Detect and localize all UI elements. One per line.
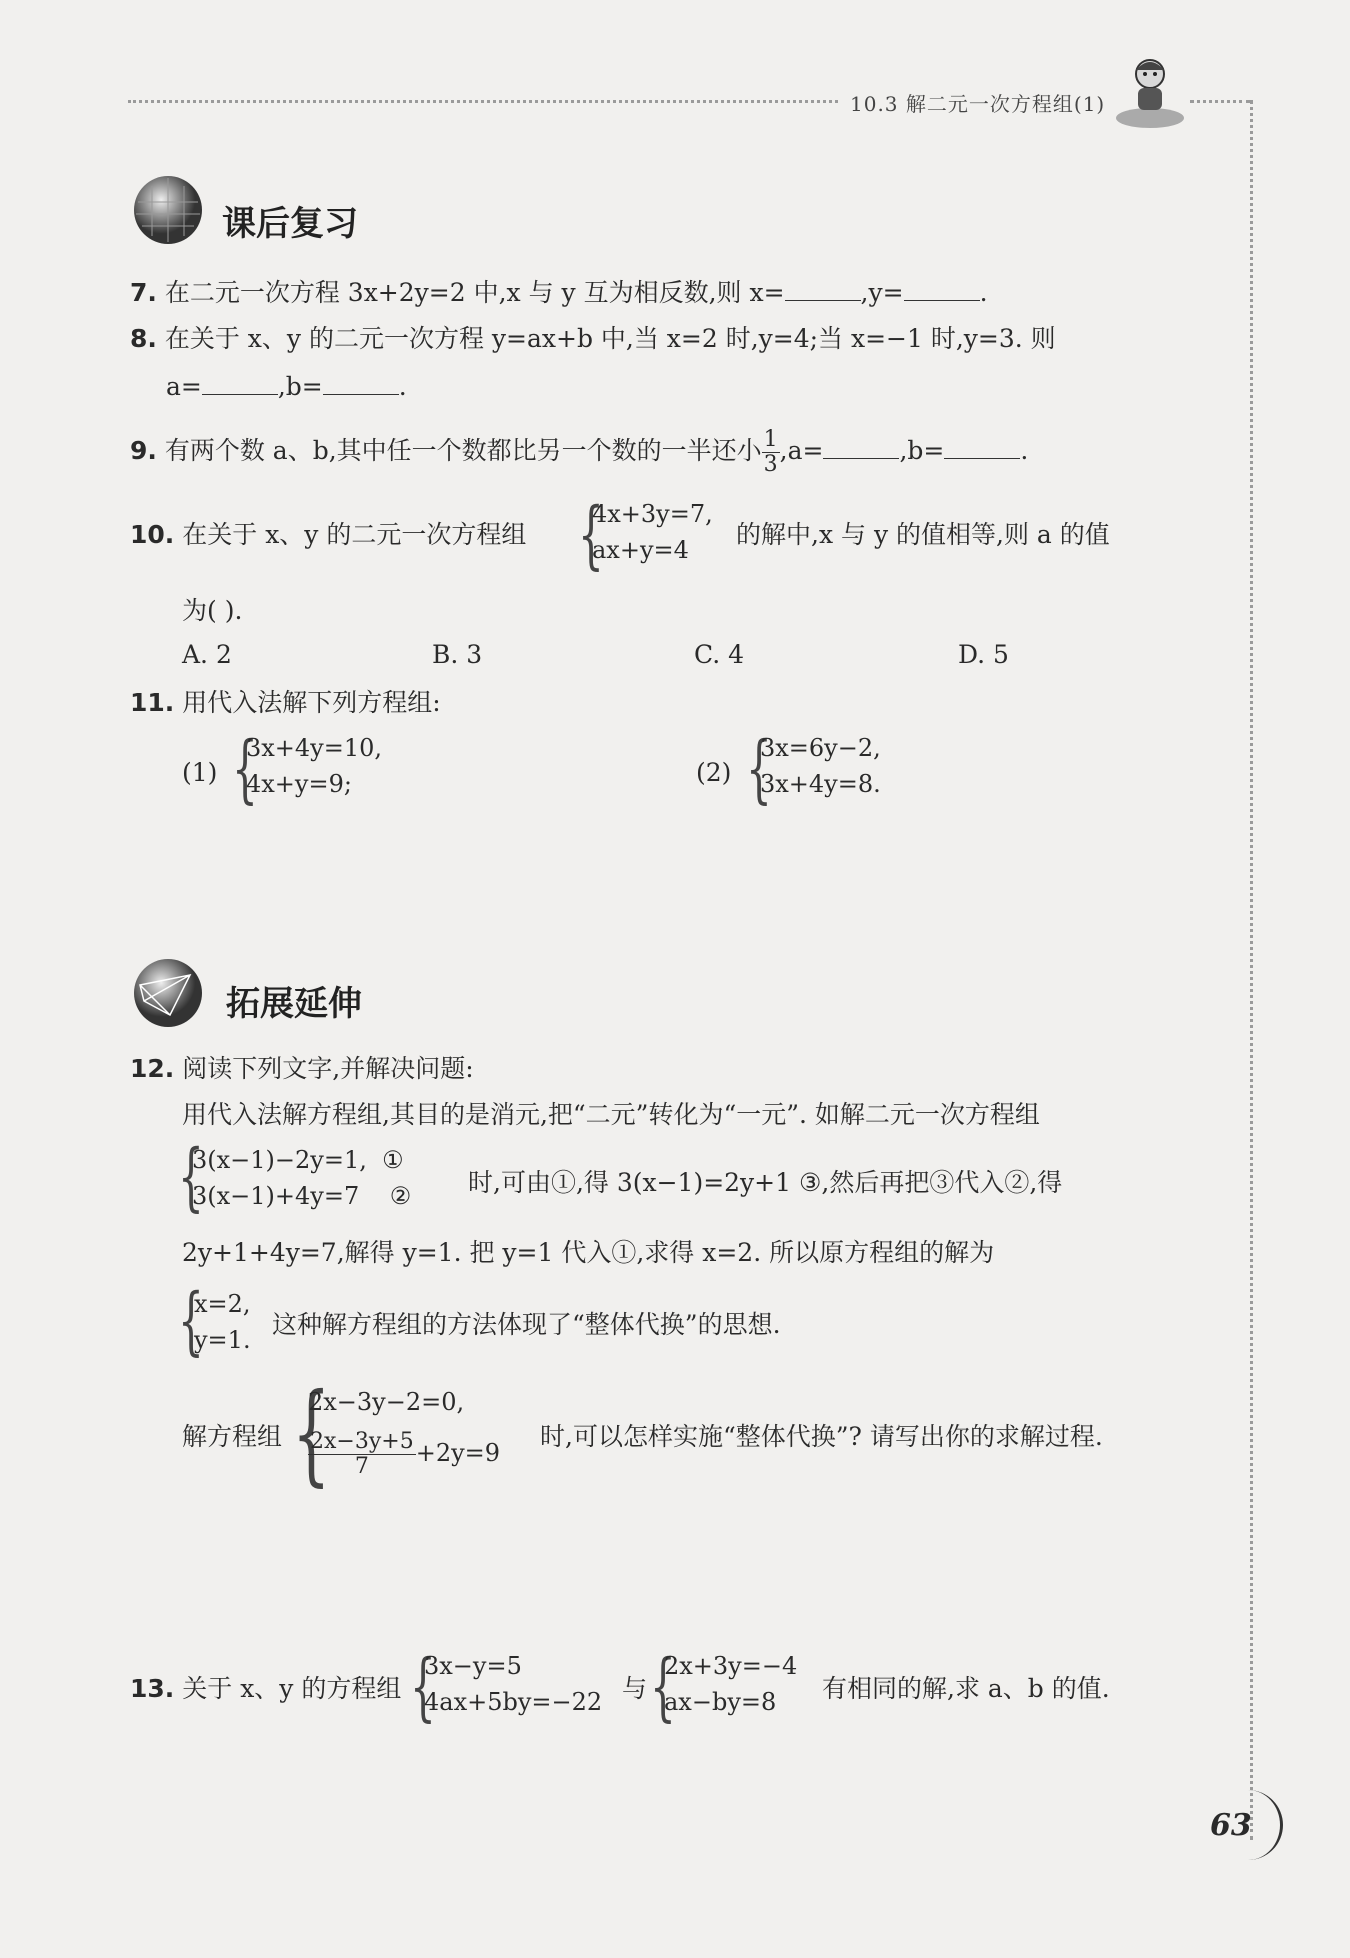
q12-after-system: 时,可由①,得 3(x−1)=2y+1 ③,然后再把③代入②,得 [468, 1168, 1063, 1197]
question-8-answers: a= ,b= . [166, 372, 407, 401]
section-title-review: 课后复习 [222, 204, 358, 244]
q12-example-system: 3(x−1)−2y=1, ① 3(x−1)+4y=7 ② [192, 1146, 412, 1210]
brace-q12-example: { [178, 1134, 204, 1220]
brace-q11-1: { [232, 726, 258, 812]
option-a: A. 2 [182, 640, 232, 669]
question-10-line2: 为( ). [182, 596, 243, 625]
q11-part1-label: (1) [182, 758, 218, 787]
q12-solution-system: x=2, y=1. [194, 1290, 251, 1354]
option-d: D. 5 [958, 640, 1009, 669]
mascot-icon [1110, 52, 1190, 132]
q13-post: 有相同的解,求 a、b 的值. [822, 1674, 1110, 1703]
q12-paragraph-1: 用代入法解方程组,其目的是消元,把“二元”转化为“一元”. 如解二元一次方程组 [182, 1100, 1040, 1129]
brace-q11-2: { [746, 726, 772, 812]
margin-dotted-line [1250, 100, 1253, 1840]
header-dotted-line [128, 100, 838, 103]
question-10-cont: 的解中,x 与 y 的值相等,则 a 的值 [736, 520, 1110, 549]
globe-icon [130, 172, 206, 248]
brace-q10: { [578, 492, 604, 578]
question-9: 9. 有两个数 a、b,其中任一个数都比另一个数的一半还小 $\frac{1}{3}$ ,a= ,b= . [130, 427, 1029, 477]
q13-system-b: 2x+3y=−4 ax−by=8 [664, 1652, 798, 1716]
q12-task-label: 解方程组 [182, 1422, 283, 1451]
q13-system-a: 3x−y=5 4ax+5by=−22 [424, 1652, 603, 1716]
option-c: C. 4 [694, 640, 745, 669]
q12-task-eq2: $\frac{2x-3y+5}{7}$ +2y=9 [310, 1429, 501, 1479]
header-section-title: 10.3 解二元一次方程组(1) [850, 92, 1106, 116]
question-13: 13. 关于 x、y 的方程组 [130, 1674, 402, 1703]
brace-q13-b: { [650, 1644, 676, 1730]
q10-system: 4x+3y=7, ax+y=4 [592, 500, 713, 564]
section-title-extension: 拓展延伸 [226, 984, 362, 1024]
q12-paragraph-2: 2y+1+4y=7,解得 y=1. 把 y=1 代入①,求得 x=2. 所以原方程组的解为 [182, 1238, 995, 1267]
question-7: 7. 在二元一次方程 3x+2y=2 中,x 与 y 互为相反数,则 x= ,y= . [130, 278, 988, 307]
option-b: B. 3 [432, 640, 483, 669]
question-8: 8. 在关于 x、y 的二元一次方程 y=ax+b 中,当 x=2 时,y=4;当 x=−1 时,y=3. 则 [130, 324, 1056, 353]
q11-part2-label: (2) [696, 758, 732, 787]
q12-task-eq1: 2x−3y−2=0, [308, 1388, 465, 1416]
q12-task-prompt: 时,可以怎样实施“整体代换”? 请写出你的求解过程. [540, 1422, 1103, 1451]
brace-q13-a: { [410, 1644, 436, 1730]
brace-q12-solution: { [178, 1278, 204, 1364]
q11-part1-system: 3x+4y=10, 4x+y=9; [246, 734, 383, 798]
q11-part2-system: 3x=6y−2, 3x+4y=8. [760, 734, 881, 798]
question-12: 12. 阅读下列文字,并解决问题: [130, 1054, 474, 1083]
brace-q12-task: { [292, 1369, 331, 1497]
q12-after-solution: 这种解方程组的方法体现了“整体代换”的思想. [272, 1310, 781, 1339]
page-number: 63 [1210, 1808, 1252, 1843]
network-globe-icon [130, 955, 206, 1031]
question-11: 11. 用代入法解下列方程组: [130, 688, 441, 717]
header-dotted-line-right [1190, 100, 1250, 103]
question-10: 10. 在关于 x、y 的二元一次方程组 [130, 520, 527, 549]
q13-mid: 与 [622, 1674, 648, 1703]
